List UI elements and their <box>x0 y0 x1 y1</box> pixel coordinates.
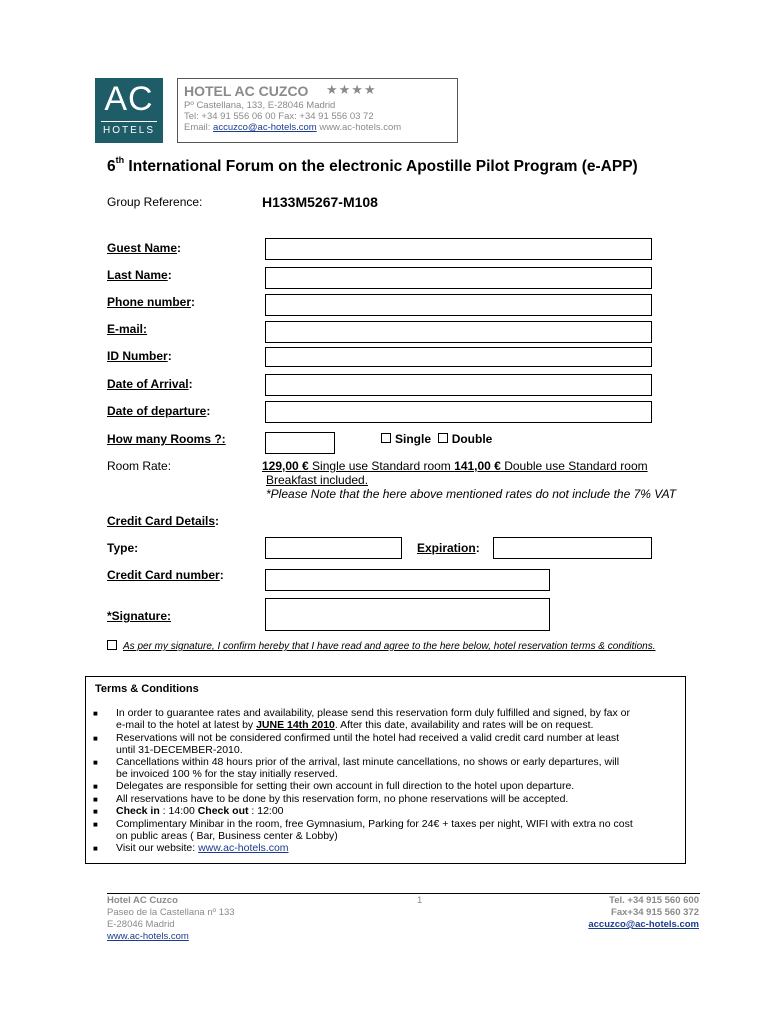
arrival-field[interactable] <box>265 374 652 396</box>
departure-label: Date of departure: <box>107 404 211 418</box>
hotel-name: HOTEL AC CUZCO <box>184 83 309 99</box>
email-label: E-mail: <box>107 322 148 336</box>
phone-label: Phone number: <box>107 295 196 309</box>
terms-item-7b: on public areas ( Bar, Business center & Lobby) <box>116 830 338 842</box>
title-number: 6 <box>107 158 116 175</box>
confirmation-text: As per my signature, I confirm hereby that I have read and agree to the here below, hotel reservation terms & conditions. <box>123 641 656 652</box>
terms-item-1a: In order to guarantee rates and availability, please send this reservation form duly fulfilled and signed, by fax or <box>116 707 631 719</box>
confirm-checkbox[interactable] <box>107 640 117 650</box>
single-price: 129,00 € <box>262 459 309 473</box>
hotel-email-label: Email: <box>184 122 214 133</box>
phone-field[interactable] <box>265 294 652 316</box>
terms-item-3a: Cancellations within 48 hours prior of the arrival, last minute cancellations, no shows or early departures, will <box>116 756 620 768</box>
terms-item-1b: e-mail to the hotel at latest by JUNE 14th 2010. After this date, availability and rates will be on request. <box>116 719 594 731</box>
logo-divider <box>101 121 157 122</box>
group-reference-label: Group Reference: <box>107 195 203 209</box>
logo-ac-text: AC <box>104 80 154 118</box>
footer-email-link[interactable]: accuzco@ac-hotels.com <box>588 919 699 930</box>
logo-hotels-text: HOTELS <box>102 125 155 136</box>
card-type-field[interactable] <box>265 537 402 559</box>
double-label: Double <box>451 432 493 446</box>
breakfast-text: Breakfast included. <box>266 473 369 487</box>
credit-card-details-label: Credit Card Details: <box>107 514 220 528</box>
expiration-label: Expiration: <box>417 541 480 555</box>
bullet-icon: ■ <box>93 709 98 718</box>
hotel-email-link[interactable]: accuzco@ac-hotels.com <box>213 122 317 133</box>
page-number: 1 <box>417 895 423 906</box>
id-number-label: ID Number: <box>107 349 172 363</box>
bullet-icon: ■ <box>93 795 98 804</box>
bullet-icon: ■ <box>93 820 98 829</box>
footer-divider <box>107 893 700 894</box>
guest-name-field[interactable] <box>265 238 652 260</box>
hotel-address: Pº Castellana, 133, E-28046 Madrid <box>184 100 336 111</box>
bullet-icon: ■ <box>93 758 98 767</box>
terms-item-2b: until 31-DECEMBER-2010. <box>116 744 243 756</box>
bullet-icon: ■ <box>93 807 98 816</box>
arrival-label: Date of Arrival: <box>107 377 193 391</box>
guest-name-label: Guest Name: <box>107 241 182 255</box>
confirmation-line <box>107 640 656 652</box>
footer-address-2: E-28046 Madrid <box>107 919 175 930</box>
terms-title: Terms & Conditions <box>95 683 199 695</box>
terms-item-8: Visit our website: www.ac-hotels.com <box>116 842 289 854</box>
single-label: Single <box>395 432 432 446</box>
room-type-options <box>381 432 492 446</box>
terms-item-7a: Complimentary Minibar in the room, free Gymnasium, Parking for 24€ + taxes per night, WIFI with extra no cost <box>116 818 633 830</box>
footer-web <box>107 931 189 943</box>
room-rate-line <box>262 459 648 473</box>
expiration-field[interactable] <box>493 537 652 559</box>
last-name-field[interactable] <box>265 267 652 289</box>
card-type-label: Type: <box>107 541 139 555</box>
last-name-label: Last Name: <box>107 268 172 282</box>
terms-item-5: All reservations have to be done by this reservation form, no phone reservations will be accepted. <box>116 793 569 805</box>
terms-item-6: Check in : 14:00 Check out : 12:00 <box>116 805 284 817</box>
title-text: International Forum on the electronic Apostille Pilot Program (e-APP) <box>124 158 638 175</box>
signature-label: *Signature: <box>107 609 172 623</box>
terms-item-2a: Reservations will not be considered confirmed until the hotel had received a valid credit card number at least <box>116 732 620 744</box>
check-out-label: Check out <box>197 805 249 817</box>
check-in-label: Check in <box>116 805 160 817</box>
footer-web-link[interactable]: www.ac-hotels.com <box>107 931 189 942</box>
departure-field[interactable] <box>265 401 652 423</box>
footer-email <box>540 919 699 931</box>
bullet-icon: ■ <box>93 844 98 853</box>
card-number-label: Credit Card number: <box>107 568 224 582</box>
id-number-field[interactable] <box>265 347 652 367</box>
rooms-label: How many Rooms ?: <box>107 432 226 446</box>
bullet-icon: ■ <box>93 782 98 791</box>
terms-item-4: Delegates are responsible for setting their own account in full direction to the hotel upon departure. <box>116 780 575 792</box>
email-field[interactable] <box>265 321 652 343</box>
hotel-stars: ★★★★ <box>326 82 377 97</box>
hotel-web: www.ac-hotels.com <box>316 122 402 133</box>
footer-address-1: Paseo de la Castellana nº 133 <box>107 907 235 918</box>
deadline-date: JUNE 14th 2010 <box>256 719 335 731</box>
room-rate-label: Room Rate: <box>107 459 172 473</box>
card-number-field[interactable] <box>265 569 550 591</box>
single-rate-text: Single use Standard room <box>308 459 455 473</box>
footer-fax: Fax+34 915 560 372 <box>611 907 699 918</box>
page-title <box>107 155 638 176</box>
double-checkbox[interactable] <box>438 433 448 443</box>
group-reference-value: H133M5267-M108 <box>262 194 378 210</box>
bullet-icon: ■ <box>93 734 98 743</box>
terms-item-3b: be invoiced 100 % for the stay initially reserved. <box>116 768 338 780</box>
single-checkbox[interactable] <box>381 433 391 443</box>
hotel-email-line <box>184 122 401 133</box>
double-rate-text: Double use Standard room <box>500 459 648 473</box>
rooms-field[interactable] <box>265 432 335 454</box>
website-link[interactable]: www.ac-hotels.com <box>198 842 289 854</box>
title-sup: th <box>115 155 125 165</box>
signature-field[interactable] <box>265 598 550 631</box>
ac-hotels-logo <box>95 78 163 143</box>
double-price: 141,00 € <box>454 459 501 473</box>
rate-note: *Please Note that the here above mentioned rates do not include the 7% VAT <box>266 487 677 501</box>
footer-tel: Tel. +34 915 560 600 <box>609 895 699 906</box>
hotel-phones: Tel: +34 91 556 06 00 Fax: +34 91 556 03 72 <box>184 111 374 122</box>
footer-hotel-name: Hotel AC Cuzco <box>107 895 178 906</box>
